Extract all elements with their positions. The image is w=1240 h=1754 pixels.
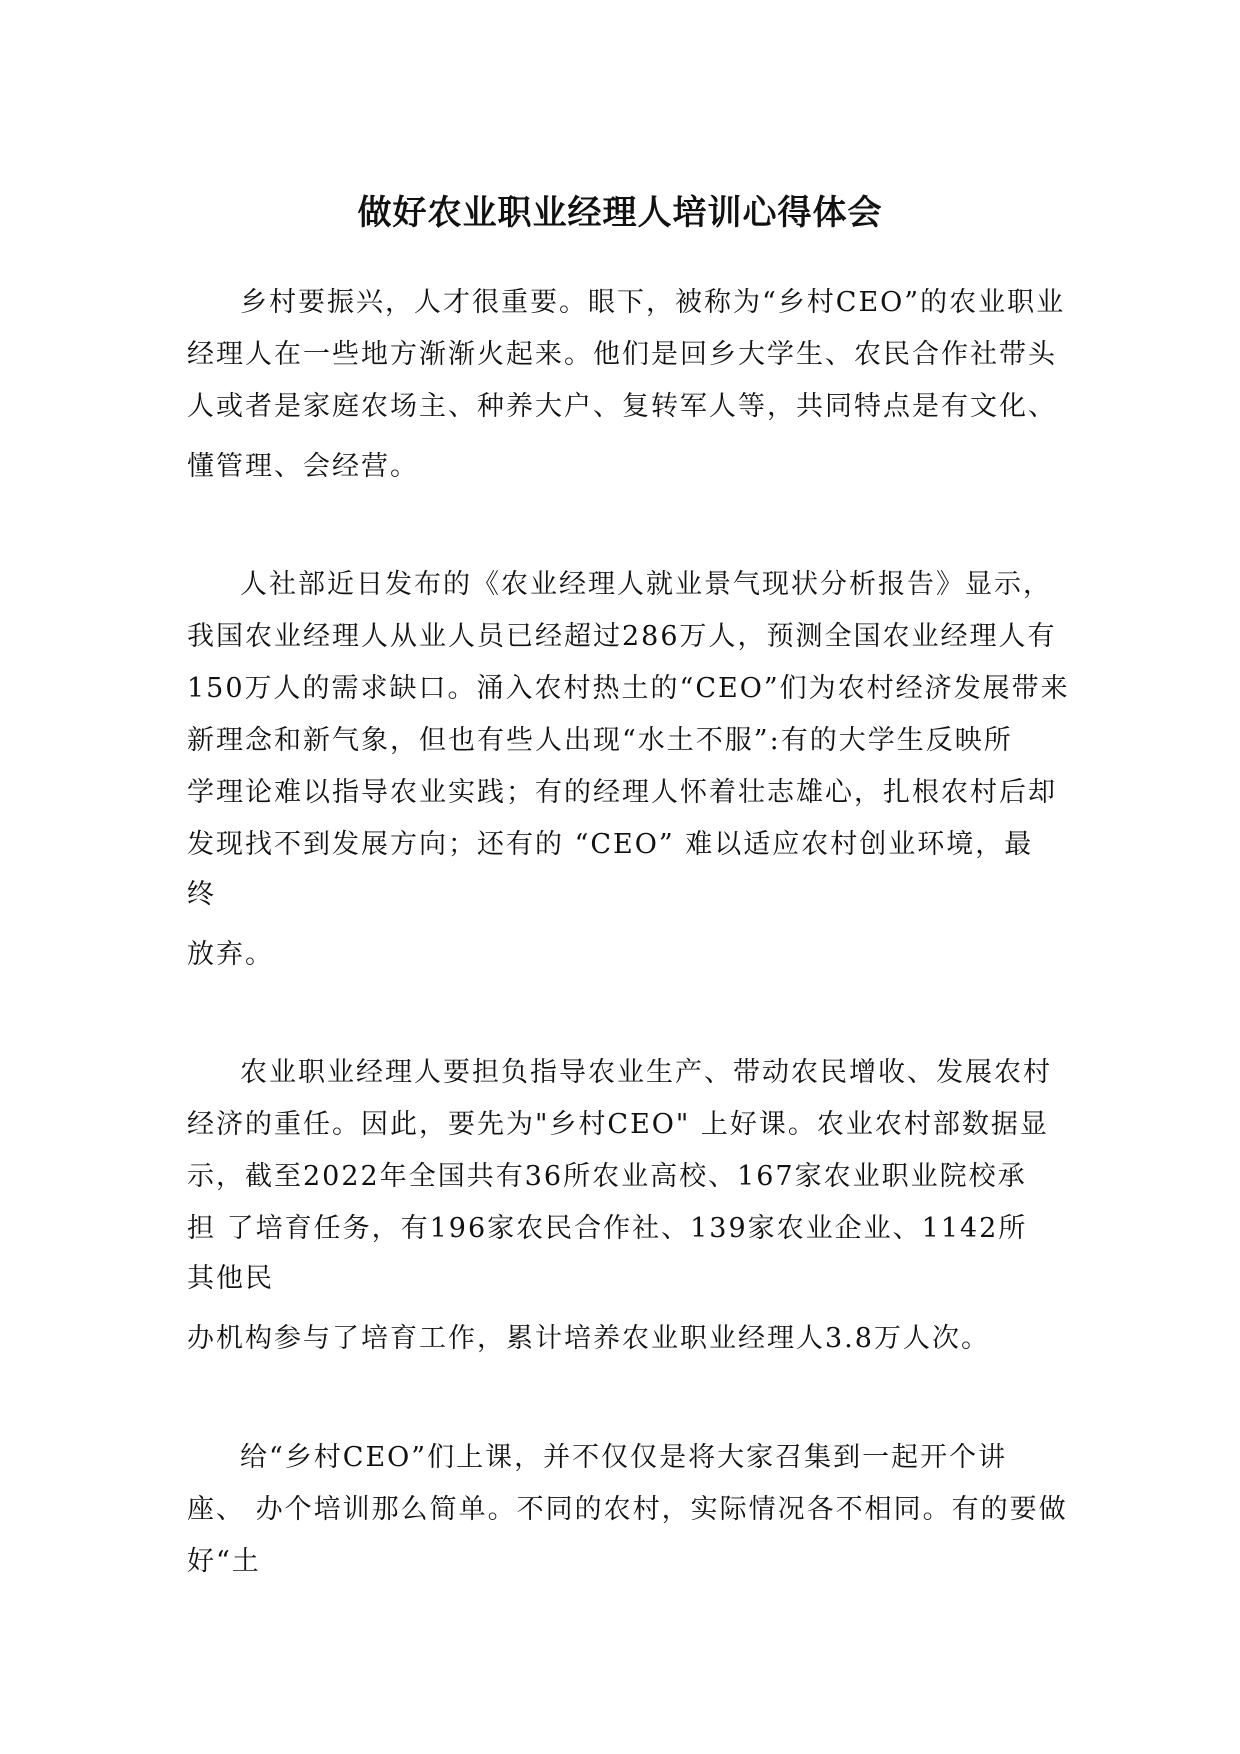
paragraph-1-line-4: 懂管理、会经营。	[187, 451, 419, 482]
document-title: 做好农业职业经理人培训心得体会	[357, 193, 883, 233]
paragraph-1-line-1: 乡村要振兴，人才很重要。眼下，被称为“乡村CEO”的农业职业	[240, 287, 1066, 318]
paragraph-2-line-4: 新理念和新气象，但也有些人出现“水土不服”:有的大学生反映所	[187, 725, 1013, 756]
paragraph-1-line-3: 人或者是家庭农场主、种养大户、复转军人等，共同特点是有文化、	[187, 391, 1057, 422]
paragraph-3-line-1: 农业职业经理人要担负指导农业生产、带动农民增收、发展农村	[240, 1057, 1052, 1088]
paragraph-4-line-3: 好“土	[187, 1546, 261, 1577]
paragraph-4-line-1: 给“乡村CEO”们上课，并不仅仅是将大家召集到一起开个讲	[240, 1442, 1008, 1473]
paragraph-1-line-2: 经理人在一些地方渐渐火起来。他们是回乡大学生、农民合作社带头	[187, 339, 1057, 370]
paragraph-3-line-3: 示，截至2022年全国共有36所农业高校、167家农业职业院校承	[187, 1161, 1027, 1192]
paragraph-2-line-8: 放弃。	[187, 939, 274, 970]
paragraph-2-line-1: 人社部近日发布的《农业经理人就业景气现状分析报告》显示，	[240, 569, 1052, 600]
paragraph-3-line-5: 其他民	[187, 1263, 274, 1294]
paragraph-3-line-2: 经济的重任。因此，要先为"乡村CEO" 上好课。农业农村部数据显	[187, 1109, 1049, 1140]
paragraph-2-line-5: 学理论难以指导农业实践；有的经理人怀着壮志雄心，扎根农村后却	[187, 777, 1057, 808]
paragraph-2-line-6: 发现找不到发展方向；还有的 “CEO” 难以适应农村创业环境，最	[187, 829, 1034, 860]
paragraph-3-line-6: 办机构参与了培育工作，累计培养农业职业经理人3.8万人次。	[187, 1323, 990, 1354]
paragraph-2-line-3: 150万人的需求缺口。涌入农村热土的“CEO”们为农村经济发展带来	[187, 673, 1070, 704]
paragraph-2-line-2: 我国农业经理人从业人员已经超过286万人，预测全国农业经理人有	[187, 621, 1057, 652]
paragraph-2-line-7: 终	[187, 879, 216, 910]
paragraph-4-line-2: 座、 办个培训那么简单。不同的农村，实际情况各不相同。有的要做	[187, 1494, 1068, 1525]
paragraph-3-line-4: 担 了培育任务，有196家农民合作社、139家农业企业、1142所	[187, 1213, 1028, 1244]
